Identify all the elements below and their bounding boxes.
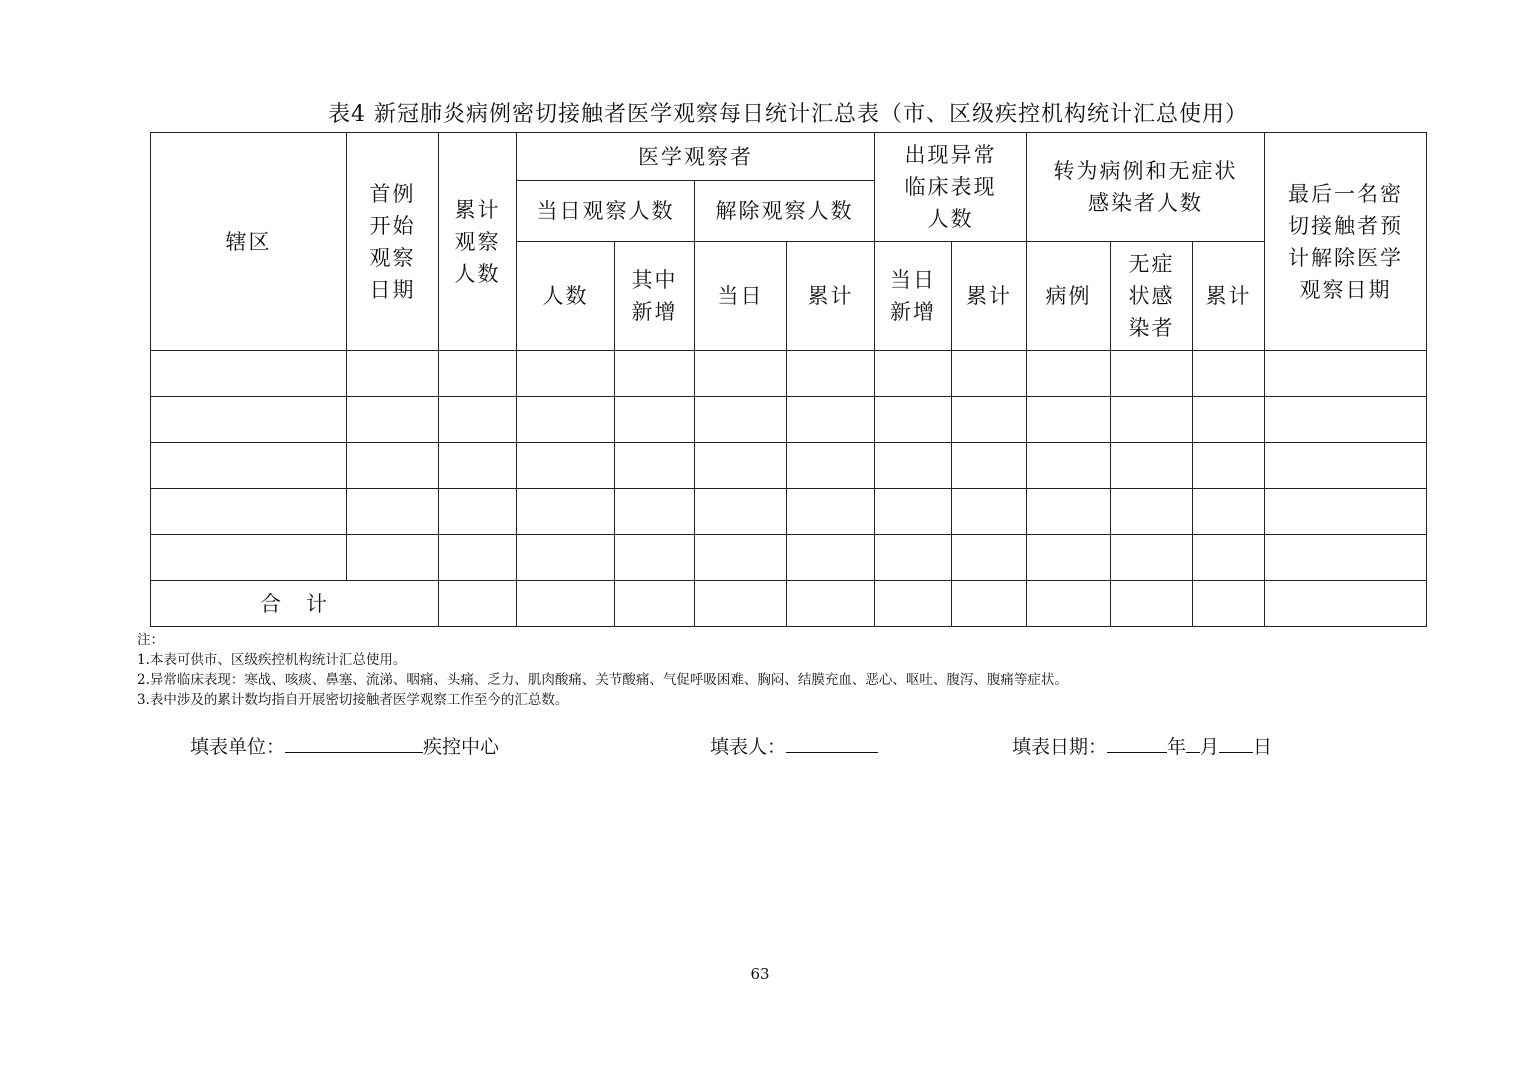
table-cell[interactable]: [952, 489, 1027, 535]
table-cell[interactable]: [1027, 581, 1111, 627]
table-cell[interactable]: [347, 443, 439, 489]
table-cell[interactable]: [787, 581, 875, 627]
header-observed-group: 医学观察者: [517, 133, 875, 181]
table-cell[interactable]: [875, 535, 952, 581]
filling-unit-suffix: 疾控中心: [423, 736, 500, 758]
table-cell[interactable]: [439, 535, 517, 581]
table-cell[interactable]: [695, 351, 787, 397]
table-cell[interactable]: [695, 397, 787, 443]
note-item: 1.本表可供市、区级疾控机构统计汇总使用。: [137, 652, 407, 668]
filler: [710, 732, 878, 760]
table-cell[interactable]: [875, 443, 952, 489]
filling-unit-blank[interactable]: [285, 732, 423, 753]
table-cell[interactable]: [347, 535, 439, 581]
table-cell[interactable]: [1193, 535, 1265, 581]
table-cell[interactable]: [952, 351, 1027, 397]
filling-unit-label: 填表单位：: [190, 736, 286, 758]
table-cell[interactable]: [875, 397, 952, 443]
table-cell[interactable]: [1265, 351, 1427, 397]
filling-unit: [190, 732, 499, 760]
table-cell[interactable]: [151, 397, 347, 443]
header-today-new: 当日 新增: [875, 242, 952, 351]
year-blank[interactable]: [1107, 732, 1167, 753]
table-cell[interactable]: [517, 443, 615, 489]
table-cell[interactable]: [787, 489, 875, 535]
table-cell[interactable]: [151, 443, 347, 489]
table-cell[interactable]: [1027, 489, 1111, 535]
table-row: [151, 489, 1427, 535]
table-cell[interactable]: [1027, 443, 1111, 489]
table-cell[interactable]: [517, 535, 615, 581]
table-cell[interactable]: [1193, 581, 1265, 627]
header-converted-total: 累计: [1193, 242, 1265, 351]
table-cell[interactable]: [952, 397, 1027, 443]
table-cell[interactable]: [151, 351, 347, 397]
header-today: 当日: [695, 242, 787, 351]
filling-date: [1012, 732, 1272, 760]
table-cell[interactable]: [1193, 397, 1265, 443]
table-cell[interactable]: [439, 443, 517, 489]
month-label: 月: [1200, 736, 1220, 758]
header-abnormal-group: 出现异常 临床表现 人数: [875, 133, 1027, 242]
header-converted-group: 转为病例和无症状 感染者人数: [1027, 133, 1265, 242]
header-new-among: 其中 新增: [615, 242, 695, 351]
header-abnormal-total: 累计: [952, 242, 1027, 351]
table-cell[interactable]: [1265, 397, 1427, 443]
month-blank[interactable]: [1186, 732, 1200, 753]
table-cell[interactable]: [615, 489, 695, 535]
total-row-label: 合 计: [151, 581, 439, 627]
note-item: 3.表中涉及的累计数均指自开展密切接触者医学观察工作至今的汇总数。: [137, 692, 569, 708]
day-label: 日: [1253, 736, 1273, 758]
header-total: 累计: [787, 242, 875, 351]
statistics-table: [150, 132, 1427, 627]
table-cell[interactable]: [517, 397, 615, 443]
table-cell[interactable]: [347, 397, 439, 443]
header-asymptomatic: 无症 状感 染者: [1111, 242, 1193, 351]
table-cell[interactable]: [1265, 581, 1427, 627]
note-item: 2.异常临床表现：寒战、咳痰、鼻塞、流涕、咽痛、头痛、乏力、肌肉酸痛、关节酸痛、气促呼吸困难、胸闷、结膜充血、恶心、呕吐、腹泻、腹痛等症状。: [137, 672, 1068, 688]
table-cell[interactable]: [787, 397, 875, 443]
table-cell[interactable]: [695, 489, 787, 535]
header-district: 辖区: [151, 133, 347, 351]
table-cell[interactable]: [151, 489, 347, 535]
notes: [137, 630, 1068, 710]
filling-date-label: 填表日期：: [1012, 736, 1108, 758]
table-cell[interactable]: [875, 489, 952, 535]
table-cell[interactable]: [1193, 351, 1265, 397]
header-released: 解除观察人数: [695, 181, 875, 242]
table-cell[interactable]: [1027, 397, 1111, 443]
table-cell[interactable]: [615, 535, 695, 581]
table-cell[interactable]: [875, 351, 952, 397]
table-row: [151, 351, 1427, 397]
table-cell[interactable]: [952, 443, 1027, 489]
table-cell[interactable]: [1111, 397, 1193, 443]
table-cell[interactable]: [1265, 443, 1427, 489]
table-cell[interactable]: [695, 581, 787, 627]
page-number: 63: [750, 965, 770, 983]
table-cell[interactable]: [1265, 489, 1427, 535]
filler-label: 填表人：: [710, 736, 787, 758]
header-cases: 病例: [1027, 242, 1111, 351]
table-row: [151, 443, 1427, 489]
table-cell[interactable]: [1111, 351, 1193, 397]
day-blank[interactable]: [1219, 732, 1253, 753]
header-today-observed: 当日观察人数: [517, 181, 695, 242]
table-cell[interactable]: [1193, 489, 1265, 535]
table-header: [151, 133, 1427, 351]
table-cell[interactable]: [615, 581, 695, 627]
filler-blank[interactable]: [786, 732, 878, 753]
header-last-contact: 最后一名密 切接触者预 计解除医学 观察日期: [1265, 133, 1427, 351]
table-cell[interactable]: [1111, 535, 1193, 581]
table-cell[interactable]: [615, 351, 695, 397]
table-cell[interactable]: [1027, 535, 1111, 581]
table-cell[interactable]: [1027, 351, 1111, 397]
table-cell[interactable]: [439, 581, 517, 627]
table-cell[interactable]: [151, 535, 347, 581]
table-cell[interactable]: [1111, 489, 1193, 535]
table-cell[interactable]: [1111, 443, 1193, 489]
table-cell[interactable]: [952, 535, 1027, 581]
table-cell[interactable]: [517, 489, 615, 535]
table-cell[interactable]: [439, 351, 517, 397]
table-cell[interactable]: [787, 443, 875, 489]
table-cell[interactable]: [439, 489, 517, 535]
table-cell[interactable]: [1111, 581, 1193, 627]
table-cell[interactable]: [787, 351, 875, 397]
table-cell[interactable]: [1265, 535, 1427, 581]
table-cell[interactable]: [615, 443, 695, 489]
table-cell[interactable]: [517, 581, 615, 627]
header-first-date: 首例 开始 观察 日期: [347, 133, 439, 351]
table-cell[interactable]: [695, 443, 787, 489]
table-cell[interactable]: [439, 397, 517, 443]
header-persons: 人数: [517, 242, 615, 351]
table-title: 表4 新冠肺炎病例密切接触者医学观察每日统计汇总表（市、区级疾控机构统计汇总使用）: [328, 102, 1248, 127]
table-cell[interactable]: [615, 397, 695, 443]
table-body: [151, 351, 1427, 627]
table-row: [151, 397, 1427, 443]
header-cumulative: 累计 观察 人数: [439, 133, 517, 351]
table-cell[interactable]: [695, 535, 787, 581]
table-cell[interactable]: [1193, 443, 1265, 489]
table-row: [151, 535, 1427, 581]
table-cell[interactable]: [787, 535, 875, 581]
total-row: [151, 581, 1427, 627]
table-cell[interactable]: [347, 489, 439, 535]
year-label: 年: [1167, 736, 1187, 758]
table-cell[interactable]: [517, 351, 615, 397]
table-cell[interactable]: [347, 351, 439, 397]
table-cell[interactable]: [952, 581, 1027, 627]
table-cell[interactable]: [875, 581, 952, 627]
notes-heading: 注：: [137, 632, 164, 648]
